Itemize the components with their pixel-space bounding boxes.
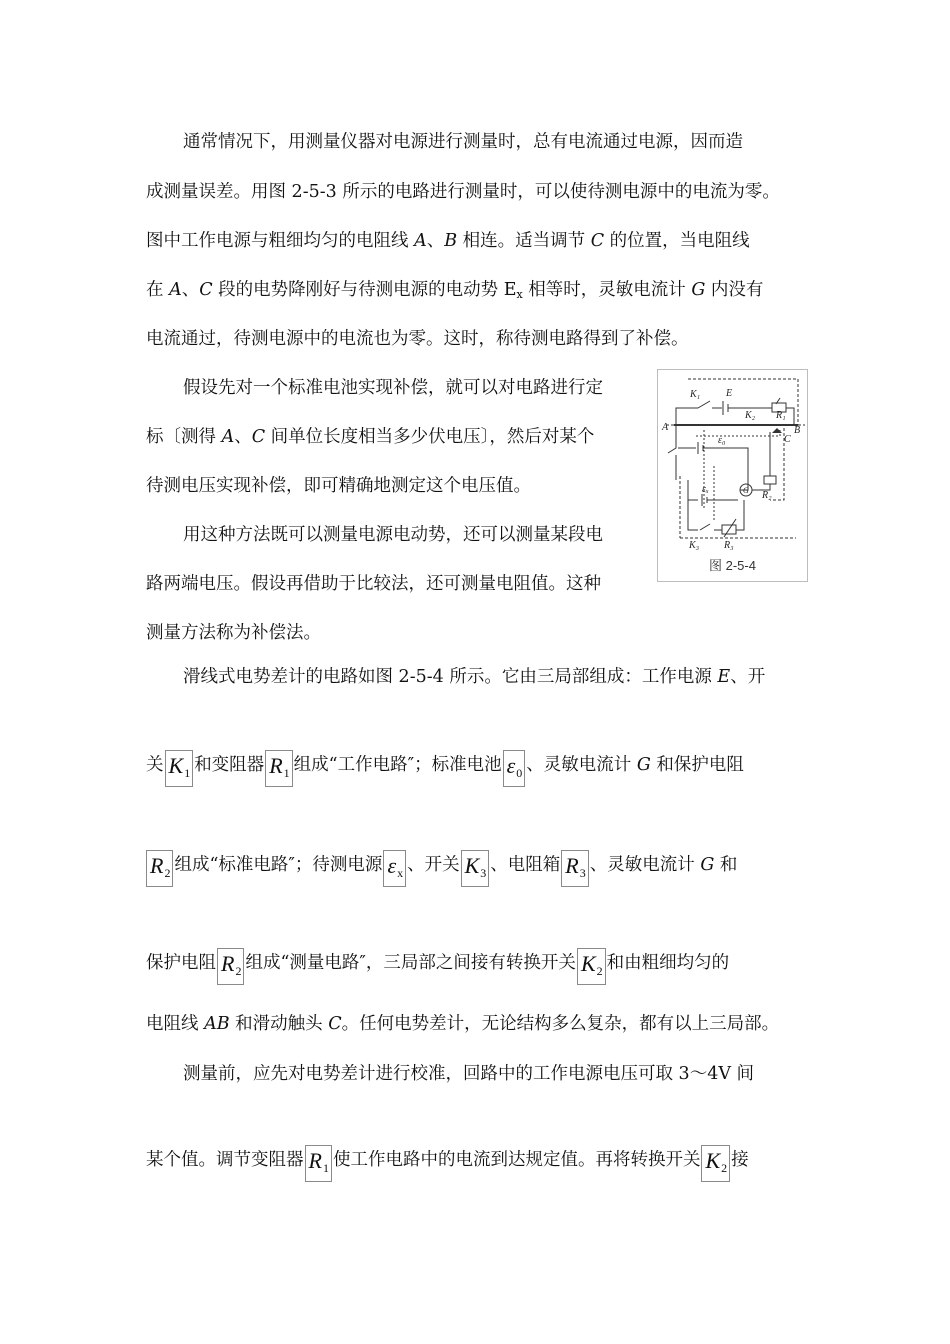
- text-run: 。任何电势差计，无论结构多么复杂，都有以上三局部。: [341, 1014, 780, 1034]
- text-line: [146, 278, 763, 307]
- label-c: C: [251, 427, 266, 447]
- text-run: 、开: [730, 667, 766, 687]
- symbol-sub: 3: [480, 866, 487, 880]
- text-run: 和保护电阻: [650, 755, 744, 775]
- symbol-sub: 2: [235, 964, 242, 978]
- label-r3: R₃: [724, 540, 734, 551]
- symbol-sub: 0: [516, 766, 523, 780]
- symbol-sub: 2: [164, 866, 171, 880]
- text-line: [146, 1012, 779, 1036]
- label-e: E: [726, 388, 733, 399]
- symbol-epsx: [383, 850, 406, 887]
- label-c: C: [784, 434, 791, 445]
- symbol-k1: [165, 750, 194, 787]
- symbol-sub: x: [397, 866, 404, 880]
- text-line: 用这种方法既可以测量电源电动势，还可以测量某段电: [183, 525, 603, 545]
- symbol-k2: [701, 1145, 730, 1182]
- text-line: 假设先对一个标准电池实现补偿，就可以对电路进行定: [183, 378, 603, 398]
- text-run: 、: [234, 427, 252, 447]
- text-run: 和: [714, 855, 738, 875]
- symbol-sub: 2: [596, 964, 603, 978]
- text-run: 组成“标准电路″；待测电源: [174, 855, 383, 875]
- symbol-r1: [305, 1145, 332, 1182]
- label-b: B: [444, 231, 458, 251]
- label-eps0: ε₀: [718, 435, 726, 446]
- text-line: 待测电压实现补偿，即可精确地测定这个电压值。: [146, 476, 531, 496]
- text-run: 在: [146, 280, 170, 300]
- symbol-base: K: [464, 853, 480, 878]
- text-run: 和滑动触头: [229, 1014, 329, 1034]
- symbol-sub: 2: [721, 1161, 728, 1175]
- label-c: C: [328, 1014, 342, 1034]
- text-line: 路两端电压。假设再借助于比较法，还可测量电阻值。这种: [146, 574, 601, 594]
- text-line: 成测量误差。用图 2-5-3 所示的电路进行测量时，可以使待测电源中的电流为零。: [146, 182, 780, 202]
- label-b: B: [794, 425, 801, 436]
- text-line: [183, 665, 765, 689]
- text-run: 电阻线: [146, 1014, 205, 1034]
- label-g: G: [700, 855, 715, 875]
- symbol-base: R: [269, 753, 283, 778]
- text-run: 接: [731, 1150, 749, 1170]
- symbol-r1: [265, 750, 292, 787]
- symbol-base: K: [705, 1148, 721, 1173]
- text-run: 使工作电路中的电流到达规定值。再将转换开关: [332, 1150, 701, 1170]
- symbol-r2: [146, 850, 173, 887]
- text-run: 、灵敏电流计: [589, 855, 701, 875]
- text-run: 和变阻器: [194, 755, 265, 775]
- text-line: [146, 1145, 749, 1182]
- text-run: 某个值。调节变阻器: [146, 1150, 304, 1170]
- text-run: 、: [181, 280, 200, 300]
- label-a: A: [221, 427, 235, 447]
- text-line: 通常情况下，用测量仪器对电源进行测量时，总有电流通过电源，因而造: [183, 132, 743, 152]
- text-run: 相连。适当调节: [457, 231, 591, 251]
- subscript-x: x: [516, 288, 523, 301]
- text-run: 保护电阻: [146, 953, 216, 973]
- label-k3: K₃: [689, 540, 700, 551]
- label-g: G: [743, 486, 749, 495]
- figure-caption: 图 2-5-4: [709, 558, 756, 573]
- label-r2: R₂: [762, 490, 772, 501]
- text-run: 、电阻箱: [490, 855, 561, 875]
- text-line: [146, 850, 737, 887]
- text-run: 相等时，灵敏电流计: [522, 280, 692, 300]
- text-line: 测量方法称为补偿法。: [146, 623, 321, 643]
- circuit-figure: [657, 369, 808, 582]
- text-run: 的位置，当电阻线: [604, 231, 750, 251]
- symbol-sub: 1: [184, 766, 191, 780]
- label-a: A: [662, 422, 669, 433]
- symbol-r3: [561, 850, 588, 887]
- label-r1: R₁: [776, 410, 786, 421]
- symbol-base: R: [221, 951, 235, 976]
- circuit-diagram: [658, 370, 807, 581]
- label-g: G: [691, 280, 706, 300]
- symbol-eps0: [503, 750, 526, 787]
- text-run: 、: [426, 231, 445, 251]
- label-g: G: [636, 755, 651, 775]
- label-c: C: [199, 280, 213, 300]
- symbol-r2: [217, 948, 244, 985]
- symbol-base: K: [580, 951, 596, 976]
- text-run: 、开关: [407, 855, 460, 875]
- text-run: 滑线式电势差计的电路如图 2-5-4 所示。它由三局部组成：工作电源: [183, 667, 718, 687]
- text-line: [146, 750, 744, 787]
- label-ab: AB: [204, 1014, 230, 1034]
- text-line: [146, 948, 729, 985]
- text-line: 电流通过，待测电源中的电流也为零。这时，称待测电路得到了补偿。: [146, 329, 689, 349]
- symbol-sub: 1: [322, 1161, 329, 1175]
- label-k1: K₁: [690, 389, 701, 400]
- symbol-base: R: [565, 853, 579, 878]
- symbol-sub: 1: [283, 766, 290, 780]
- text-run: 和由粗细均匀的: [606, 953, 730, 973]
- text-run: 组成“工作电路″；标准电池: [293, 755, 502, 775]
- label-epsx: εₓ: [702, 484, 709, 495]
- label-a: A: [414, 231, 427, 251]
- text-line: [146, 229, 750, 253]
- text-run: 间单位长度相当多少伏电压〕，然后对某个: [265, 427, 595, 447]
- text-run: 内没有: [705, 280, 764, 300]
- text-run: 、灵敏电流计: [526, 755, 637, 775]
- symbol-k3: [461, 850, 490, 887]
- text-run: 段的电势降刚好与待测电源的电动势 E: [212, 280, 517, 300]
- symbol-base: ε: [387, 853, 397, 878]
- text-run: 标〔测得: [146, 427, 222, 447]
- symbol-base: K: [168, 753, 184, 778]
- symbol-sub: 3: [579, 866, 586, 880]
- label-c: C: [590, 231, 605, 251]
- text-line: [146, 425, 594, 449]
- label-a: A: [169, 280, 182, 300]
- symbol-base: R: [308, 1148, 322, 1173]
- label-e: E: [717, 667, 731, 687]
- text-line: 测量前，应先对电势差计进行校准，回路中的工作电源电压可取 3～4V 间: [183, 1064, 755, 1084]
- symbol-base: ε: [506, 753, 516, 778]
- symbol-base: R: [150, 853, 164, 878]
- label-k2: K₂: [745, 410, 756, 421]
- symbol-k2: [577, 948, 606, 985]
- text-run: 图中工作电源与粗细均匀的电阻线: [146, 231, 415, 251]
- text-run: 关: [146, 755, 164, 775]
- text-run: 组成“测量电路″，三局部之间接有转换开关: [245, 953, 576, 973]
